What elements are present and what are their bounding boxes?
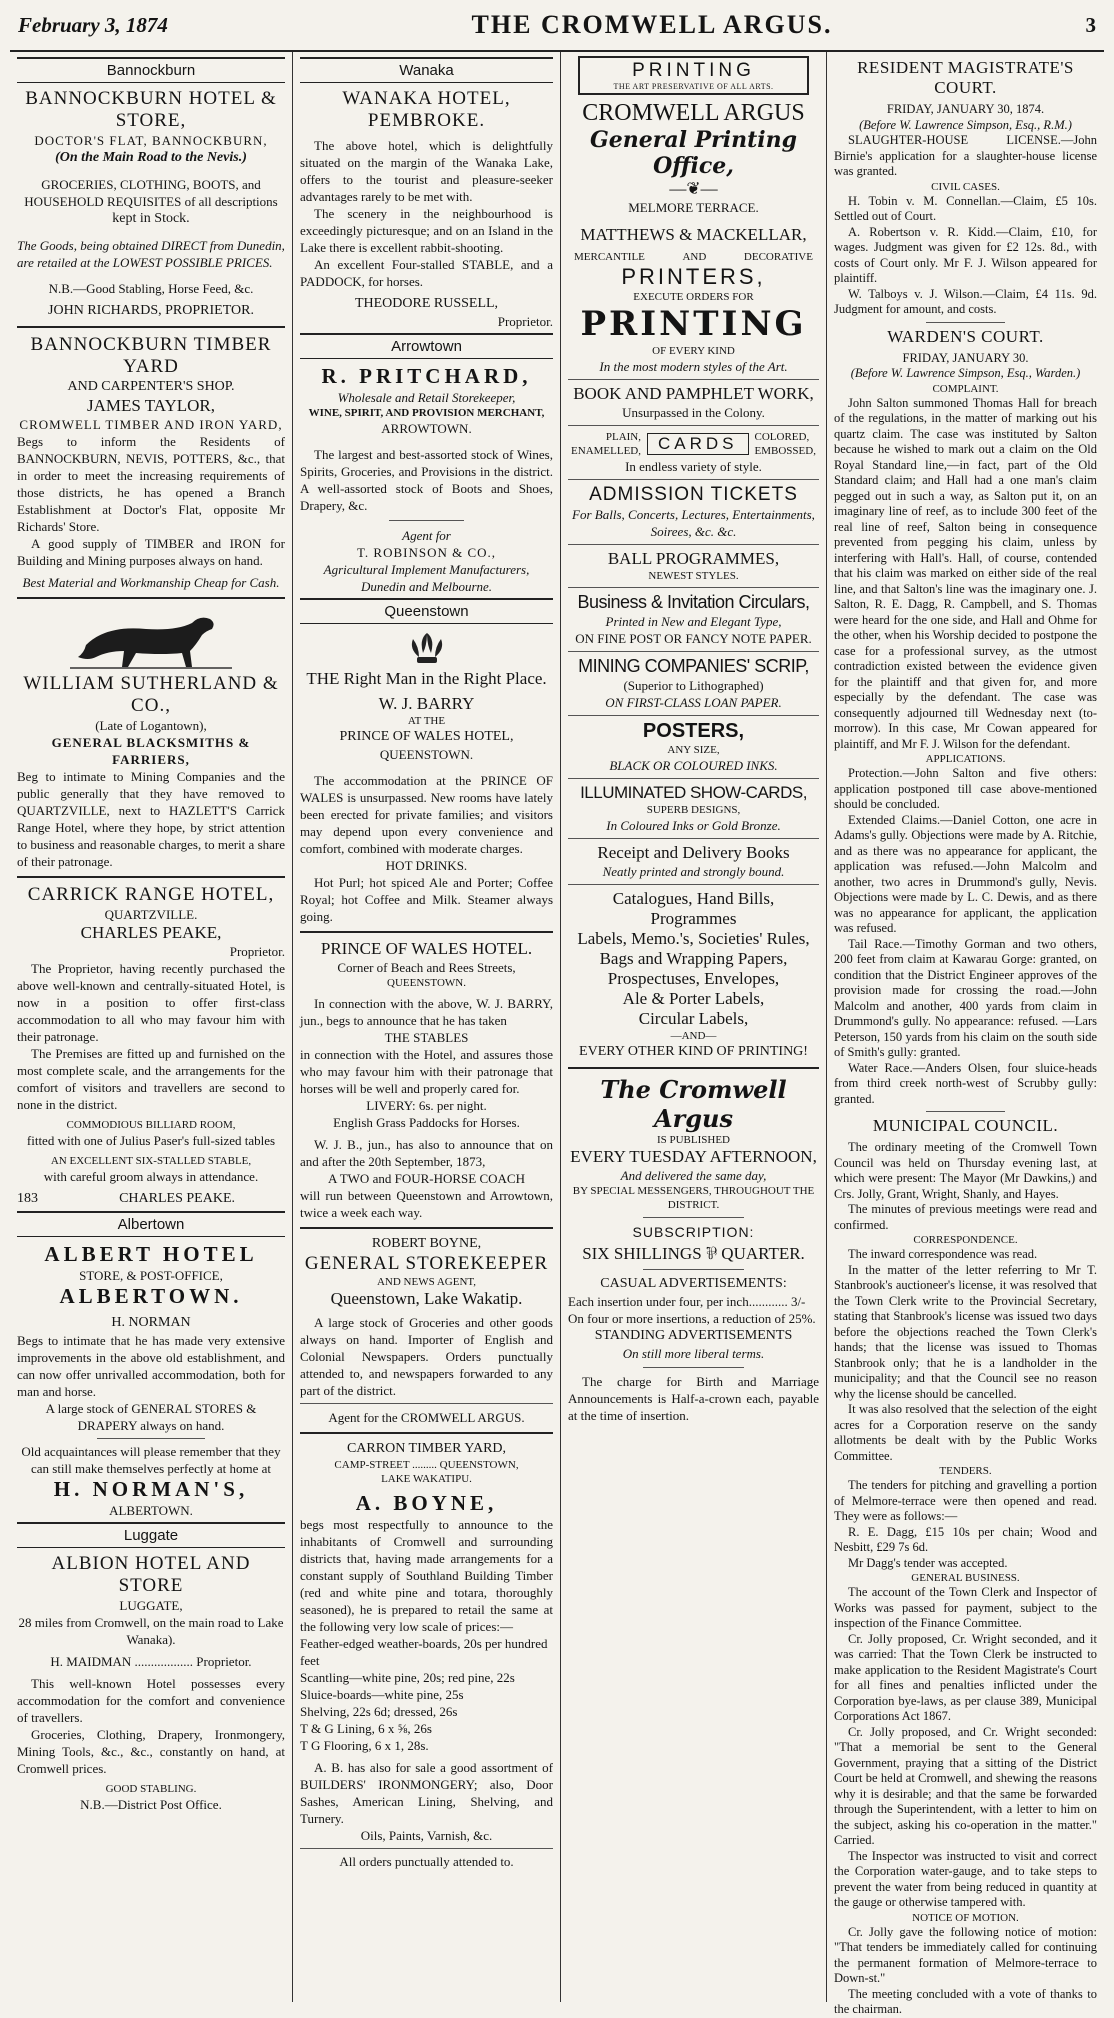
horse-engraving-icon bbox=[66, 605, 236, 673]
cards-label: CARDS bbox=[647, 433, 749, 455]
price-item: Scantling—white pine, 20s; red pine, 22s bbox=[300, 1670, 515, 1685]
price-item: Shelving, 22s 6d; dressed, 26s bbox=[300, 1704, 458, 1719]
civil-case-item: H. Tobin v. M. Connellan.—Claim, £5 10s. Settled out of Court. bbox=[834, 193, 1097, 223]
section-arrowtown: Arrowtown bbox=[300, 333, 553, 359]
price-item: Sluice-boards—white pine, 25s bbox=[300, 1687, 464, 1702]
ad-wanaka-hotel: WANAKA HOTEL, PEMBROKE. The above hotel, which is delightfully situated on the margin of the Wanaka Lake, offers to the tourist and pleasure-seeker advantages rarely to be met with. The scenery in the neighbourhood is exceedingly picturesque; and on an Island in the Lake there is excellent rabbit-shooting. An excellent Four-stalled STABLE, and a PADDOCK, for horses. THEODORE RUSSELL, Proprietor. bbox=[300, 88, 553, 329]
section-wanaka: Wanaka bbox=[300, 57, 553, 83]
civil-cases-list bbox=[834, 194, 1097, 318]
section-luggate: Luggate bbox=[17, 1522, 285, 1548]
ad-title: BANNOCKBURN HOTEL & STORE, bbox=[25, 88, 277, 131]
page-number: 3 bbox=[1085, 12, 1096, 37]
ad-wj-barry: THE Right Man in the Right Place. W. J. BARRY AT THE PRINCE OF WALES HOTEL, QUEENSTOWN. The accommodation at the PRINCE OF WALES is unsurpassed. New rooms have lately been erected for private families; and visitors may depend upon every convenience and comfort, combined with moderate charges. HOT DRINKS. Hot Purl; hot spiced Ale and Porter; Coffee Royal; hot Coffee and Milk. Steamer always going. bbox=[300, 669, 553, 924]
printing-product-item: Bags and Wrapping Papers, bbox=[599, 949, 788, 968]
ad-carrick-range-hotel: CARRICK RANGE HOTEL, QUARTZVILLE. CHARLES PEAKE, Proprietor. The Proprietor, having recently purchased the above well-known and centrally-situated Hotel, is now in a position to offer first-class accommodation to all who may favour him with their patronage. The Premises are fitted up and furnished on the most complete scale, and the arrangements for the comfort of visitors and travellers are second to none in the district. COMMODIOUS BILLIARD ROOM, fitted with one of Julius Paser's full-sized tables AN EXCELLENT SIX-STALLED STABLE, with careful groom always in attendance. 183 CHARLES PEAKE. bbox=[17, 884, 285, 1206]
printing-product-item: Circular Labels, bbox=[638, 1009, 749, 1028]
section-bannockburn: Bannockburn bbox=[17, 57, 285, 83]
ad-bannockburn-timber-yard: BANNOCKBURN TIMBER YARD AND CARPENTER'S SHOP. JAMES TAYLOR, CROMWELL TIMBER AND IRON YARD, Begs to inform the Residents of BANNOCKBURN, NEVIS, POTTERS, &c., that in order to meet the increasing requirements of those districts, he has opened a Branch Establishment at Doctor's Flat, opposite Mr Richards' Store. A good supply of TIMBER and IRON for Building and Mining purposes always on hand. Best Material and Workmanship Cheap for Cash. bbox=[17, 334, 285, 590]
article-municipal-council: MUNICIPAL COUNCIL. The ordinary meeting of the Cromwell Town Council was held on Thursday evening last, at which were present: The Mayor (Mr Dawkins,) and Crs. Jolly, Grant, Wright, Shanly, and Hayes. The minutes of previous meetings were read and confirmed. CORRESPONDENCE. The inward correspondence was read. In the matter of the letter referring to Mr T. Stanbrook's auctioneer's license, it was resolved that the Town Clerk write to the Provincial Secretary, stating that Stanbrook's license was issued two days before the objections reached the Town Clerk's hands; that the license was issued to Thomas Stanbrook only; that he is a landholder in the municipality; and that the Council see no reason why the license should be cancelled. It was also resolved that the selection of the eight acres for a Corporation reserve on the sandy allotments be dealt with by the Public Works Committee. TENDERS. The tenders for pitching and gravelling a portion of Melmore-terrace were then opened and read. They were as follows:— R. E. Dagg, £15 10s per chain; Wood and Nesbitt, £29 7s 6d. Mr Dagg's tender was accepted. GENERAL BUSINESS. The account of the Town Clerk and Inspector of Works was passed for payment, subject to the inspection of the Finance Committee. Cr. Jolly proposed, Cr. Wright seconded, and it was carried: That the Town Clerk be instructed to make application to the Resident Magistrate's Court for all fines and penalties inflicted under the Corporation bye-laws, as per clause 389, Municipal Corporations Act 1867. Cr. Jolly proposed, and Cr. Wright seconded: "That a memorial be sent to the General Government, praying that a sitting of the District Court be held at Cromwell, and shewing the reasons why it is desirable; and that the same be forwarded through the Superintendent, with a letter to him on the subject, asking his co-operation in the matter." Carried. The Inspector was instructed to visit and correct the Corporation water-gauge, and to take steps to prevent the water from being reduced in quantity at the gauge or otherwise tampered with. NOTICE OF MOTION. Cr. Jolly gave the following notice of motion: "That tenders be immediately called for continuing the permanent formation of Melmore-terrace to Down-st." The meeting concluded with a vote of thanks to the chairman. bbox=[834, 1116, 1097, 2016]
column-1 bbox=[10, 52, 293, 2002]
price-item: Feather-edged weather-boards, 20s per hundred feet bbox=[300, 1636, 548, 1668]
issue-date: February 3, 1874 bbox=[18, 12, 168, 37]
price-list bbox=[300, 1635, 553, 1754]
ad-carron-timber-yard: CARRON TIMBER YARD, CAMP-STREET ......... QUEENSTOWN, LAKE WAKATIPU. A. BOYNE, begs most respectfully to announce to the inhabitants of Cromwell and surrounding districts that, having made arrangements for a constant supply of Southland Building Timber (red and white pine and totara, thoroughly seasoned), he is prepared to retail the same at the following very low scale of prices:— Feather-edged weather-boards, 20s per hundred feet Scantling—white pine, 20s; red pine, 22s Sluice-boards—white pine, 25s Shelving, 22s 6d; dressed, 26s T & G Lining, 6 x ⅝, 26s T G Flooring, 6 x 1, 28s. A. B. has also for sale a good assortment of BUILDERS' IRONMONGERY; also, Door Sashes, American Lining, Shelving, and Turnery. Oils, Paints, Varnish, &c. All orders punctually attended to. bbox=[300, 1441, 553, 1869]
ad-bannockburn-hotel: BANNOCKBURN HOTEL & STORE, DOCTOR'S FLAT, BANNOCKBURN, (On the Main Road to the Nevis.) GROCERIES, CLOTHING, BOOTS, and HOUSEHOLD REQUISITES of all descriptions kept in Stock. The Goods, being obtained DIRECT from Dunedin, are retailed at the LOWEST POSSIBLE PRICES. N.B.—Good Stabling, Horse Feed, &c. JOHN RICHARDS, PROPRIETOR. bbox=[17, 88, 285, 318]
printing-product-item: Labels, Memo.'s, Societies' Rules, bbox=[577, 929, 810, 948]
ad-pritchard: R. PRITCHARD, Wholesale and Retail Storekeeper, WINE, SPIRIT, AND PROVISION MERCHANT, ARROWTOWN. The largest and best-assorted stock of Wines, Spirits, Groceries, and Provisions in the district. A well-assorted stock of Boots and Shoes, Drapery, &c. Agent for T. ROBINSON & CO., Agricultural Implement Manufacturers, Dunedin and Melbourne. bbox=[300, 364, 553, 594]
ad-robert-boyne: ROBERT BOYNE, GENERAL STOREKEEPER AND NEWS AGENT, Queenstown, Lake Wakatip. A large stock of Groceries and other goods always on hand. Importer of English and Colonial Newspapers. Orders punctually attended to, and newspapers forwarded to any part of the district. Agent for the CROMWELL ARGUS. bbox=[300, 1236, 553, 1425]
column-2 bbox=[293, 52, 561, 2002]
ad-albion-hotel: ALBION HOTEL AND STORE LUGGATE, 28 miles from Cromwell, on the main road to Lake Wanaka). H. MAIDMAN .................. Proprietor. This well-known Hotel possesses every accommodation for the comfort and convenience of travellers. Groceries, Clothing, Drapery, Ironmongery, Mining Tools, &c., &c., constantly on hand, at Cromwell prices. GOOD STABLING. N.B.—District Post Office. bbox=[17, 1553, 285, 1812]
prince-of-wales-feathers-icon bbox=[405, 629, 449, 669]
article-wardens-court: WARDEN'S COURT. FRIDAY, JANUARY 30. (Before W. Lawrence Simpson, Esq., Warden.) COMPLAINT. John Salton summoned Thomas Hall for breach of the regulations, in the matter of marking out his quartz claim. The case was instituted by Salton because he wished to mark out a claim on the Old Royal Standard line,—in fact, part of the Old Standard claim; and Hall had a one man's claim pegged out in such a way, as Salton put it, on an imaginary line of reef, as to include 300 feet of the real line of reef, Salton being in consequence prevented from pegging his claim, unless by interfering with Hall's. Hall, of course, contended that his claim was marked on either side of the real line, and that Salton's line was the imaginary one. J. Salton, R. E. Dagg, R. Campbell, and S. Thomas were heard for the one side, and Hall and Ohme for the other, when his Worship decided to postpone the case for a professional survey, as the utmost contradiction existed between the evidence given for the plaintiff and that given for, and more especially by the defendant. The case was consequently adjourned till Wednesday next (to-morrow). In this case, Mr Cowan appeared for plaintiff, and Mr F. J. Wilson for the defendant. APPLICATIONS. Protection.—John Salton and five others: application postponed till case above-mentioned should be concluded. Extended Claims.—Daniel Cotton, one acre in Adams's gully. Objections were made by A. Ritchie, and as there was no appearance for applicant, the application was refused.—John Malcolm and another, two acres in Drummond's gully, Nevis. Objections were made by L. C. Dewis, and as there was no appearance for applicant, the application was refused. Tail Race.—Timothy Gorman and two others, 200 feet from claim at Kawarau Gorge: granted, on condition that the District Engineer approves of the provision made for crossing the road.—John Malcolm and another, 400 yards from claim in Drummond's gully. No appearance: refused. —Lars Peterson, 150 yards from his claim on the south side of Smith's gully: granted. Water Race.—Anders Olsen, four sluice-heads from third creek north-west of Scrubby gully: granted. bbox=[834, 326, 1097, 1106]
ad-william-sutherland: WILLIAM SUTHERLAND & CO., (Late of Logantown), GENERAL BLACKSMITHS & FARRIERS, Beg to intimate to Mining Companies and the public generally that they have removed to QUARTZVILLE, next to HAZLETT'S Carrick Range Hotel, where they hope, by strict attention to business and reasonable charges, to merit a share of their patronage. bbox=[17, 673, 285, 869]
ad-printing-office: PRINTING THE ART PRESERVATIVE OF ALL ARTS. CROMWELL ARGUS General Printing Office, —❦— MELMORE TERRACE. MATTHEWS & MACKELLAR, MERCANTILE AND DECORATIVE PRINTERS, EXECUTE ORDERS FOR PRINTING OF EVERY KIND In the most modern styles of the Art. BOOK AND PAMPHLET WORK, Unsurpassed in the Colony. PLAIN, ENAMELLED, CARDS COLORED, EMBOSSED, In endless variety of style. ADMISSION TICKETS For Balls, Concerts, Lectures, Entertainments, Soirees, &c. &c. BALL PROGRAMMES, NEWEST STYLES. Business & Invitation Circulars, Printed in New and Elegant Type, ON FINE POST OR FANCY NOTE PAPER. MINING COMPANIES' SCRIP, (Superior to Lithographed) ON FIRST-CLASS LOAN PAPER. POSTERS, ANY SIZE, BLACK OR COLOURED INKS. ILLUMINATED SHOW-CARDS, SUPERB DESIGNS, In Coloured Inks or Gold Bronze. Receipt and Delivery Books Neatly printed and strongly bound. Catalogues, Hand Bills, Programmes Labels, Memo.'s, Societies' Rules, Bags and Wrapping Papers, Prospectuses, Envelopes, Ale & Porter Labels, Circular Labels, —AND— EVERY OTHER KIND OF PRINTING! bbox=[568, 56, 819, 1061]
section-queenstown: Queenstown bbox=[300, 598, 553, 624]
article-resident-magistrates-court: RESIDENT MAGISTRATE'S COURT. FRIDAY, JANUARY 30, 1874. (Before W. Lawrence Simpson, Esq., R.M.) SLAUGHTER-HOUSE LICENSE.—John Birnie's application for a slaughter-house license was granted. CIVIL CASES. H. Tobin v. M. Connellan.—Claim, £5 10s. Settled out of Court. A. Robertson v. R. Kidd.—Claim, £10, for wages. Judgment was given for £2 12s. 8d., with costs of Court only. Mr F. J. Wilson appeared for plaintiff. W. Talboys v. J. Wilson.—Claim, £4 11s. 9d. Judgment for amount, and costs. bbox=[834, 58, 1097, 316]
printing-product-item: Catalogues, Hand Bills, Programmes bbox=[612, 889, 775, 928]
section-albertown: Albertown bbox=[17, 1211, 285, 1237]
printing-banner: PRINTING bbox=[632, 60, 755, 81]
newspaper-title: THE CROMWELL ARGUS. bbox=[471, 10, 833, 39]
printing-products-list bbox=[568, 889, 819, 1029]
printing-product-item: Ale & Porter Labels, bbox=[622, 989, 765, 1008]
civil-case-item: A. Robertson v. R. Kidd.—Claim, £10, for wages. Judgment was given for £2 12s. 8d., with costs of Court only. Mr F. J. Wilson appeared for plaintiff. bbox=[834, 224, 1097, 285]
civil-case-item: W. Talboys v. J. Wilson.—Claim, £4 11s. 9d. Judgment for amount, and costs. bbox=[834, 286, 1097, 316]
fleuron-icon: —❦— bbox=[669, 179, 718, 198]
ad-albert-hotel: ALBERT HOTEL STORE, & POST-OFFICE, ALBERTOWN. H. NORMAN Begs to intimate that he has made very extensive improvements in the above old establishment, and can now offer unrivalled accommodation, both for man and horse. A large stock of GENERAL STORES & DRAPERY always on hand. Old acquaintances will please remember that they can still make themselves perfectly at home at H. NORMAN'S, ALBERTOWN. bbox=[17, 1242, 285, 1518]
price-item: T G Flooring, 6 x 1, 28s. bbox=[300, 1738, 429, 1753]
column-3 bbox=[561, 52, 827, 2002]
column-4 bbox=[827, 52, 1104, 2016]
price-item: T & G Lining, 6 x ⅝, 26s bbox=[300, 1721, 432, 1736]
ad-prince-of-wales-hotel: PRINCE OF WALES HOTEL. Corner of Beach and Rees Streets, QUEENSTOWN. In connection with the above, W. J. BARRY, jun., begs to announce that he has taken THE STABLES in connection with the Hotel, and assures those who may favour him with their patronage that horses will be well and properly cared for. LIVERY: 6s. per night. English Grass Paddocks for Horses. W. J. B., jun., has also to announce that on and after the 20th September, 1873, A TWO and FOUR-HORSE COACH will run between Queenstown and Arrowtown, twice a week each way. bbox=[300, 939, 553, 1220]
ad-argus-subscription: The Cromwell Argus IS PUBLISHED EVERY TUESDAY AFTERNOON, And delivered the same day, BY SPECIAL MESSENGERS, THROUGHOUT THE DISTRICT. SUBSCRIPTION: SIX SHILLINGS ⅌ QUARTER. CASUAL ADVERTISEMENTS: Each insertion under four, per inch............ 3/- On four or more insertions, a reduction of 25%. STANDING ADVERTISEMENTS On still more liberal terms. The charge for Birth and Marriage Announcements is Half-a-crown each, payable at the time of insertion. bbox=[568, 1075, 819, 1423]
printing-product-item: Prospectuses, Envelopes, bbox=[607, 969, 780, 988]
masthead bbox=[10, 0, 1104, 52]
